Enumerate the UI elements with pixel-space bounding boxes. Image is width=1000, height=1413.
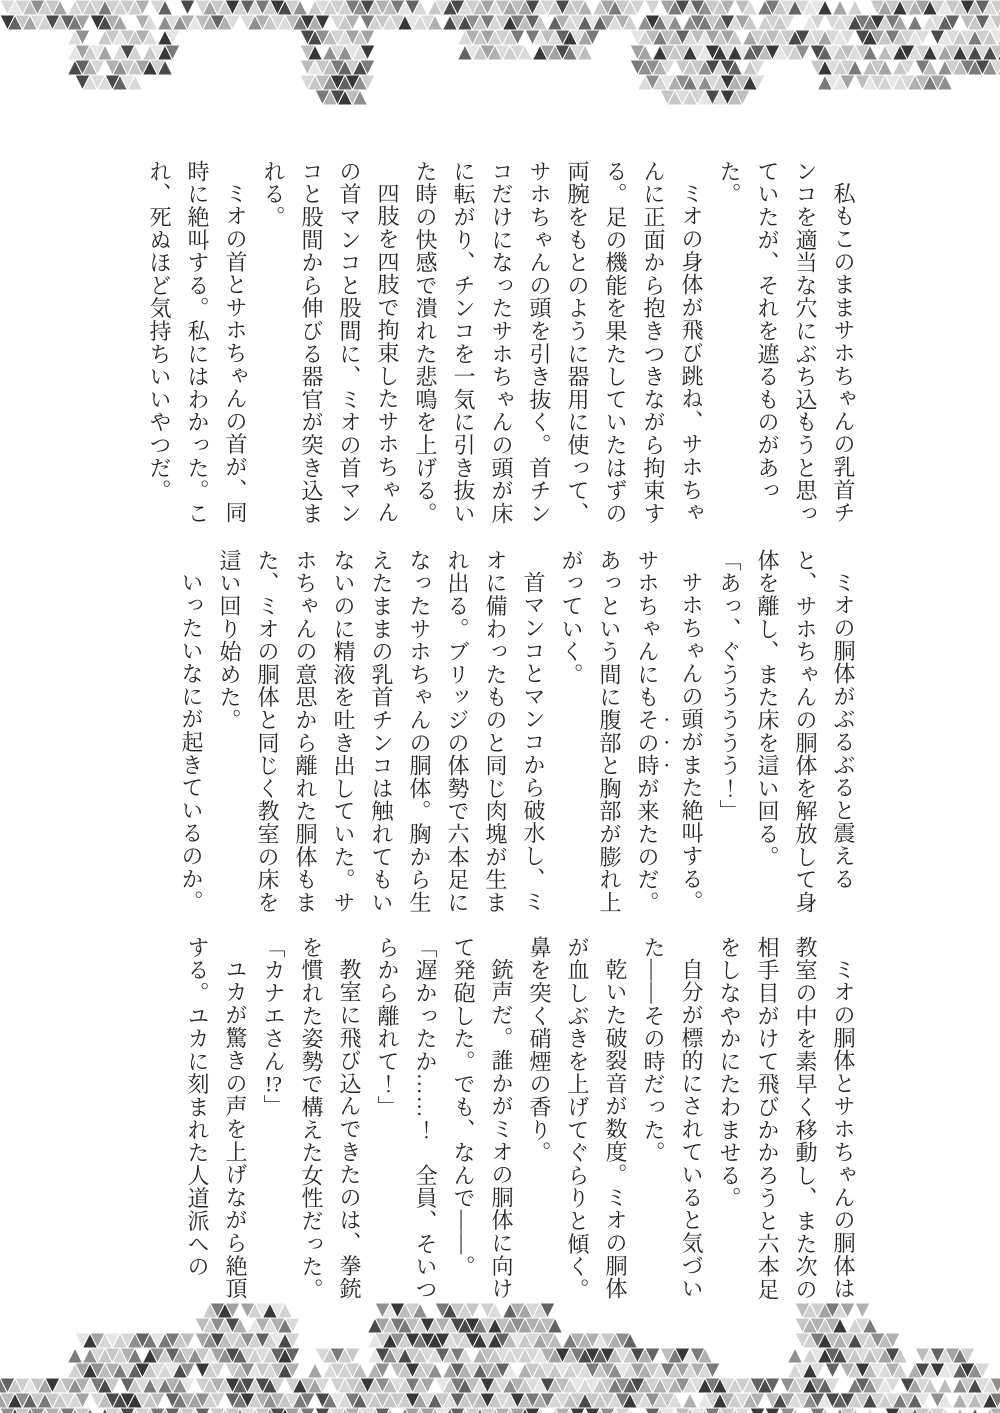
emphasized-text: その時 [635, 708, 660, 778]
paragraph [254, 936, 292, 1304]
paragraph [552, 549, 710, 917]
paragraph [178, 936, 254, 1304]
paragraph [748, 549, 862, 917]
text-segment: 首マンコとマンコから破水し、ミオに備わったものと同じ肉塊が生まれ出る。ブリッジの体勢で六本足になったサホちゃんの胴体。胸から生えたままの乳首チンコは触れてもいないのに精液を吐き出していた。サホちゃんの意思から離れた胴体もまた、ミオの胴体と同じく教室の床を這い回り始めた。 [217, 549, 546, 914]
paragraph [710, 160, 862, 526]
text-segment: 「あっ、ぐううううう！」 [717, 549, 742, 823]
text-tier-2 [150, 549, 862, 917]
text-segment: 乾いた破裂音が数度。ミオの胴体が血しぶきを上げてぐらりと傾く。鼻を突く硝煙の香り。 [527, 936, 628, 1301]
text-segment: 四肢を四肢で拘束したサホちゃんの首マンコと股間に、ミオの首マンコと股間から伸びる器官が突き込まれる。 [261, 160, 400, 525]
text-segment: ミオの首とサホちゃんの首が、同時に絶叫する。私にはわかった。これ、死ぬほど気持ちいいやつだ。 [147, 160, 248, 525]
paragraph [634, 936, 710, 1304]
text-segment: ミオの胴体とサホちゃんの胴体は教室の中を素早く移動し、また次の相手目がけて飛びかかろうと六本足をしなやかにたわませる。 [717, 936, 856, 1301]
paragraph [520, 936, 634, 1304]
text-tier-3 [150, 936, 862, 1304]
paragraph [254, 160, 406, 526]
tate-chu-yoko-text: !? [264, 1072, 283, 1095]
paragraph [406, 160, 710, 526]
text-segment: サホちゃんの頭がまた絶叫する。サホちゃんにも [635, 549, 704, 913]
text-segment: が来たのだ。あっという間に腹部と胸部が膨れ上がっていく。 [559, 549, 660, 914]
text-segment: 自分が標的にされていると気づいた――その時だった。 [641, 936, 704, 1300]
paragraph [210, 549, 552, 917]
text-segment: ミオの身体が飛び跳ね、サホちゃんに正面から抱きつきながら拘束する。足の機能を果たしていたはずの両腕をもとのように器用に使って、サホちゃんの頭を引き抜く。首チンコだけになったサホちゃんの頭が床に転がり、チンコを一気に引き抜いた時の快感で潰れた悲鳴を上げる。 [413, 160, 704, 525]
text-segment: 「遅かったか……！ 全員、そいつらから離れて！」 [375, 936, 438, 1301]
paragraph [710, 549, 748, 917]
paragraph [710, 936, 862, 1304]
triangle-border-bottom [0, 1298, 1000, 1413]
text-segment: 教室に飛び込んできたのは、拳銃を慣れた姿勢で構えた女性だった。 [299, 936, 362, 1301]
text-tier-1 [147, 160, 862, 526]
text-segment: 「カナエさん [261, 936, 286, 1073]
text-segment: 」 [261, 1094, 286, 1118]
paragraph [368, 936, 444, 1304]
paragraph [292, 936, 368, 1304]
text-segment: いったいなにが起きているのか。 [179, 571, 204, 913]
paragraph [140, 160, 254, 526]
text-segment: ミオの胴体がぶるぶると震えると、サホちゃんの胴体を解放して身体を離し、また床を這い回る。 [755, 549, 856, 914]
text-segment: 私もこのままサホちゃんの乳首チンコを適当な穴にぶち込もうと思っていたが、それを遮るものがあった。 [717, 160, 856, 525]
paragraph [444, 936, 520, 1304]
triangle-border-top [0, 0, 1000, 110]
text-segment: ユカが驚きの声を上げながら絶頂する。ユカに刻まれた人道派への [185, 936, 248, 1300]
text-segment: 銃声だ。誰かがミオの胴体に向けて発砲した。でも、なんで――。 [451, 936, 514, 1300]
paragraph [172, 549, 210, 917]
